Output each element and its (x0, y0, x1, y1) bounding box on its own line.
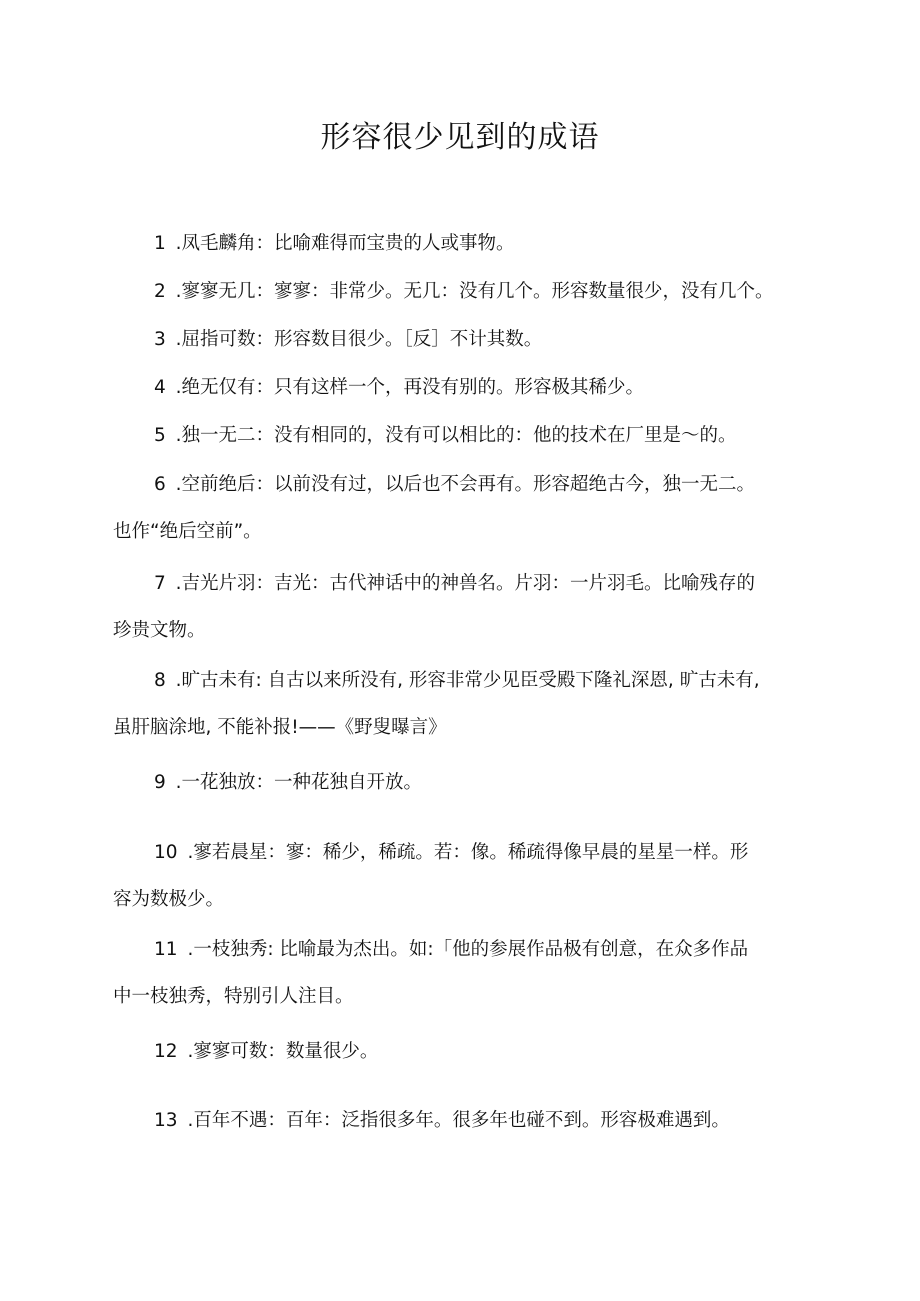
entry-number: 11 (154, 939, 178, 960)
entry-number: 4 (154, 377, 166, 398)
entry-text: .旷古未有: 自古以来所没有, 形容非常少见臣受殿下隆礼深恩, 旷古未有, (175, 670, 760, 691)
entry-line (113, 268, 825, 315)
entry-text: .寥寥可数：数量很少。 (187, 1041, 379, 1062)
entry-text: .吉光片羽：吉光：古代神话中的神兽名。片羽：一片羽毛。比喻残存的 (175, 573, 756, 594)
entry-line (113, 1097, 825, 1144)
entry-4 (113, 364, 825, 411)
entry-number: 1 (154, 233, 166, 254)
entry-continuation: 容为数极少。 (113, 889, 225, 910)
entry-continuation: 中一枝独秀，特别引人注目。 (113, 986, 354, 1007)
entry-number: 7 (154, 573, 166, 594)
entry-number: 12 (154, 1041, 178, 1062)
entry-line (113, 560, 825, 607)
entry-number: 13 (154, 1110, 178, 1131)
entry-9 (113, 759, 825, 806)
entry-text: .绝无仅有：只有这样一个，再没有别的。形容极其稀少。 (175, 377, 645, 398)
entry-3 (113, 316, 825, 363)
entry-2 (113, 268, 825, 315)
entry-13 (113, 1097, 825, 1144)
document-title: 形容很少见到的成语 (320, 120, 600, 155)
entry-line (113, 926, 825, 973)
entry-continuation: 珍贵文物。 (113, 620, 206, 641)
entry-8 (113, 657, 825, 751)
entry-text: .独一无二：没有相同的，没有可以相比的：他的技术在厂里是～的。 (175, 425, 737, 446)
entry-1 (113, 220, 825, 267)
entry-12 (113, 1028, 825, 1075)
entry-6 (113, 461, 825, 555)
entry-line (113, 364, 825, 411)
entry-text: .凤毛麟角：比喻难得而宝贵的人或事物。 (175, 233, 515, 254)
entry-line (113, 657, 825, 704)
entry-line (113, 412, 825, 459)
entry-7 (113, 560, 825, 654)
entry-number: 8 (154, 670, 166, 691)
entry-text: .百年不遇：百年：泛指很多年。很多年也碰不到。形容极难遇到。 (187, 1110, 730, 1131)
entry-line (113, 461, 825, 508)
entry-text: .寥若晨星：寥：稀少，稀疏。若：像。稀疏得像早晨的星星一样。形 (187, 842, 749, 863)
entry-number: 10 (154, 842, 178, 863)
entry-text: .一花独放：一种花独自开放。 (175, 772, 423, 793)
entry-line (113, 220, 825, 267)
entry-number: 3 (154, 329, 166, 350)
entry-continuation: 也作“绝后空前”。 (113, 521, 262, 542)
entry-text: .空前绝后：以前没有过，以后也不会再有。形容超绝古今，独一无二。 (175, 474, 756, 495)
entry-line (113, 759, 825, 806)
entry-number: 6 (154, 474, 166, 495)
entry-number: 9 (154, 772, 166, 793)
entry-text: .寥寥无几：寥寥：非常少。无几：没有几个。形容数量很少，没有几个。 (175, 281, 774, 302)
entry-line (113, 316, 825, 363)
entry-5 (113, 412, 825, 459)
entry-line (113, 829, 825, 876)
entry-number: 2 (154, 281, 166, 302)
entry-10 (113, 829, 825, 923)
entry-text: .一枝独秀: 比喻最为杰出。如:「他的参展作品极有创意，在众多作品 (187, 939, 749, 960)
entry-11 (113, 926, 825, 1020)
entry-continuation: 虽肝脑涂地, 不能补报!——《野叟曝言》 (113, 717, 447, 738)
entry-line (113, 1028, 825, 1075)
entry-number: 5 (154, 425, 166, 446)
entry-text: .屈指可数：形容数目很少。［反］不计其数。 (175, 329, 543, 350)
